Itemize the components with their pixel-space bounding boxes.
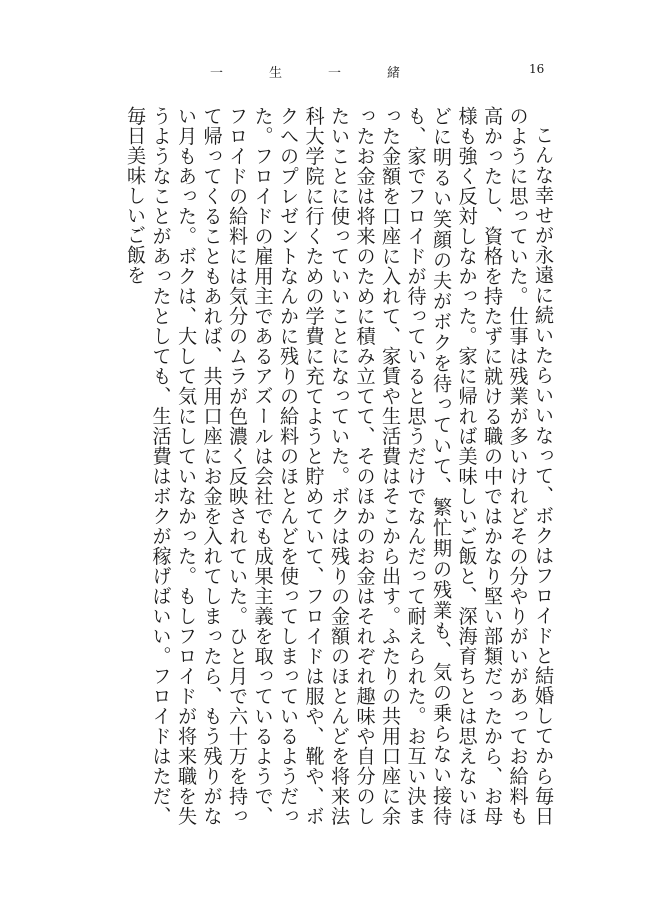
running-header-title bbox=[210, 62, 400, 81]
header-char: 緒 bbox=[386, 66, 400, 81]
body-paragraph: こんな幸せが永遠に続いたらいいなって、ボクはフロイドと結婚してから毎日のように思っていた。仕事は残業が多いけれどその分やりがいがあってお給料も高かったし、資格を持たずに就ける職の中ではかなり堅い部類だったから、お母様も強く反対しなかった。家に帰れば美味しいご飯と、深海育ちとは思えないほどに明るい笑顔の夫がボクを待っていて、繁忙期の残業も、気の乗らない接待も、家でフロイドが待っていると思うだけでなんだって耐えられた。お互い決まった金額を口座に入れて、家賃や生活費はそこから出す。ふたりの共用口座に余ったお金は将来のために積み立てて、そのほかのお金はそれぞれ趣味や自分のしたいことに使っていいことになっていた。ボクは残りの金額のほとんどを将来法科大学院に行くための学費に充てようと貯めていて、フロイドは服や、靴や、ボクへのプレゼントなんかに残りの給料のほとんどを使ってしまっているようだった。フロイドの雇用主であるアズールは会社でも成果主義を取っているようで、フロイドの給料には気分のムラが色濃く反映されていた。ひと月で六十万を持って帰ってくることもあれば、共用口座にお金を入れてしまったら、もう残りがない月もあった。ボクは、大して気にしていなかった。もしフロイドが将来職を失うようなことがあったとしても、生活費はボクが稼げばいい。フロイドはただ、毎日美味しいご飯を bbox=[124, 106, 555, 826]
page-number: 16 bbox=[529, 62, 545, 76]
vertical-body-text bbox=[96, 106, 556, 826]
header-char: 生 bbox=[268, 66, 282, 81]
header-char: 一 bbox=[210, 66, 224, 81]
header-char: 一 bbox=[327, 66, 341, 81]
